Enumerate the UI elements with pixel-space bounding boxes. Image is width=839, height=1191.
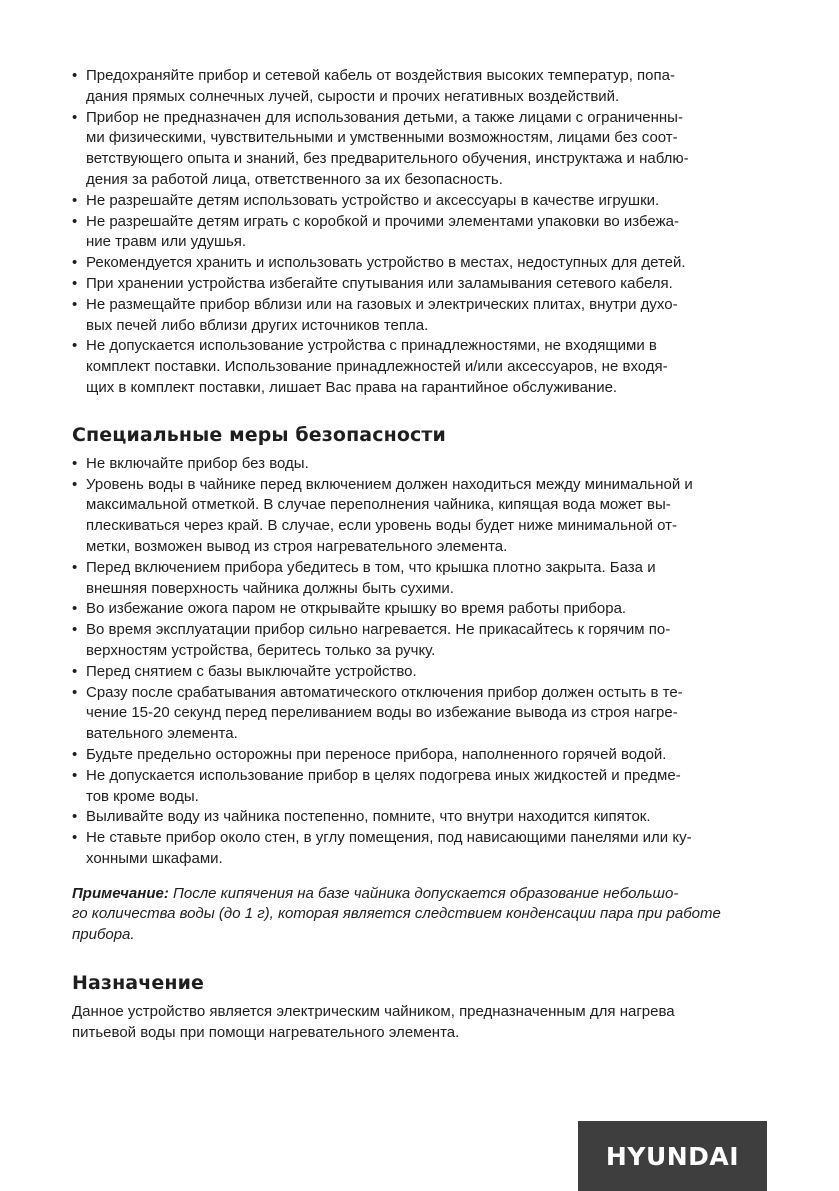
logo-text: HYUNDAI: [605, 1141, 740, 1171]
bullet-item: [72, 599, 772, 620]
text-line: Данное устройство является электрическим чайником, предназначенным для нагрева: [72, 1003, 675, 1021]
bullet-line: ние травм или удушья.: [86, 233, 247, 251]
bullet-line: Не допускается использование прибор в целях подогрева иных жидкостей и предме-: [86, 766, 681, 784]
bullet-item: [72, 683, 772, 745]
purpose-paragraph: [72, 1002, 772, 1044]
bullet-line: вых печей либо вблизи других источников тепла.: [86, 316, 429, 334]
bullet-line: верхностям устройства, беритесь только за ручку.: [86, 641, 436, 659]
bullet-line: вательного элемента.: [86, 725, 238, 743]
bullet-line: плескиваться через край. В случае, если уровень воды будет ниже минимальной от-: [86, 517, 678, 535]
bullet-line: При хранении устройства избегайте спутывания или заламывания сетевого кабеля.: [86, 274, 673, 292]
bullet-line: Не ставьте прибор около стен, в углу помещения, под нависающими панелями или ку-: [86, 829, 692, 847]
bullet-line: Во время эксплуатации прибор сильно нагревается. Не прикасайтесь к горячим по-: [86, 621, 671, 639]
hyundai-logo: [578, 1121, 767, 1191]
bullet-line: ми физическими, чувствительными и умственными возможностям, лицами без соот-: [86, 129, 678, 147]
general-safety-list: [72, 66, 772, 399]
special-safety-list: [72, 454, 772, 870]
bullet-item: [72, 274, 772, 295]
bullet-item: [72, 558, 772, 600]
bullet-line: Не допускается использование устройства с принадлежностями, не входящими в: [86, 337, 657, 355]
note-label: Примечание:: [72, 884, 169, 902]
bullet-line: Перед включением прибора убедитесь в том, что крышка плотно закрыта. База и: [86, 558, 656, 576]
text-line: го количества воды (до 1 г), которая является следствием конденсации пара при работе: [72, 905, 721, 923]
bullet-item: [72, 336, 772, 398]
bullet-item: [72, 295, 772, 337]
bullet-item: [72, 253, 772, 274]
bullet-line: Уровень воды в чайнике перед включением должен находиться между минимальной и: [86, 475, 693, 493]
bullet-line: внешняя поверхность чайника должны быть сухими.: [86, 579, 454, 597]
bullet-line: Выливайте воду из чайника постепенно, помните, что внутри находится кипяток.: [86, 808, 651, 826]
bullet-line: Предохраняйте прибор и сетевой кабель от воздействия высоких температур, попа-: [86, 67, 675, 84]
bullet-line: тов кроме воды.: [86, 787, 199, 805]
bullet-line: Не размещайте прибор вблизи или на газовых и электрических плитах, внутри духо-: [86, 295, 678, 313]
bullet-item: [72, 745, 772, 766]
bullet-item: [72, 662, 772, 683]
bullet-line: комплект поставки. Использование принадлежностей и/или аксессуаров, не входя-: [86, 358, 668, 376]
bullet-item: [72, 807, 772, 828]
bullet-item: [72, 475, 772, 558]
bullet-line: Не разрешайте детям играть с коробкой и прочими элементами упаковки во избежа-: [86, 212, 679, 230]
bullet-item: [72, 766, 772, 808]
bullet-item: [72, 212, 772, 254]
bullet-line: метки, возможен вывод из строя нагревательного элемента.: [86, 537, 508, 555]
bullet-line: Не включайте прибор без воды.: [86, 454, 309, 472]
bullet-item: [72, 66, 772, 108]
note-text: [72, 885, 721, 944]
special-safety-heading: Специальные меры безопасности: [72, 423, 446, 446]
bullet-item: [72, 191, 772, 212]
bullet-line: Прибор не предназначен для использования детьми, а также лицами с ограниченны-: [86, 108, 683, 126]
document-page: [72, 66, 772, 1044]
bullet-line: Сразу после срабатывания автоматического отключения прибор должен остыть в те-: [86, 683, 683, 701]
bullet-line: щих в комплект поставки, лишает Вас права на гарантийное обслуживание.: [86, 378, 618, 396]
text-line: прибора.: [72, 926, 135, 944]
bullet-line: ветствующего опыта и знаний, без предварительного обучения, инструктажа и наблю-: [86, 150, 689, 168]
text-line: питьевой воды при помощи нагревательного элемента.: [72, 1023, 460, 1041]
bullet-line: хонными шкафами.: [86, 849, 223, 867]
bullet-line: Будьте предельно осторожны при переносе прибора, наполненного горячей водой.: [86, 745, 667, 763]
bullet-line: дения за работой лица, ответственного за их безопасность.: [86, 170, 503, 188]
bullet-line: дания прямых солнечных лучей, сырости и прочих негативных воздействий.: [86, 87, 620, 105]
text-line: После кипячения на базе чайника допускается образование небольшо-: [173, 884, 679, 902]
bullet-line: Перед снятием с базы выключайте устройство.: [86, 662, 417, 680]
bullet-line: Во избежание ожога паром не открывайте крышку во время работы прибора.: [86, 600, 627, 618]
bullet-item: [72, 620, 772, 662]
bullet-line: Рекомендуется хранить и использовать устройство в местах, недоступных для детей.: [86, 254, 686, 272]
bullet-item: [72, 108, 772, 191]
bullet-item: [72, 454, 772, 475]
bullet-line: максимальной отметкой. В случае переполнения чайника, кипящая вода может вы-: [86, 496, 671, 514]
bullet-item: [72, 828, 772, 870]
note-paragraph: [72, 884, 772, 946]
bullet-line: чение 15-20 секунд перед переливанием воды во избежание вывода из строя нагре-: [86, 704, 678, 722]
bullet-line: Не разрешайте детям использовать устройство и аксессуары в качестве игрушки.: [86, 191, 660, 209]
purpose-heading: Назначение: [72, 972, 204, 995]
